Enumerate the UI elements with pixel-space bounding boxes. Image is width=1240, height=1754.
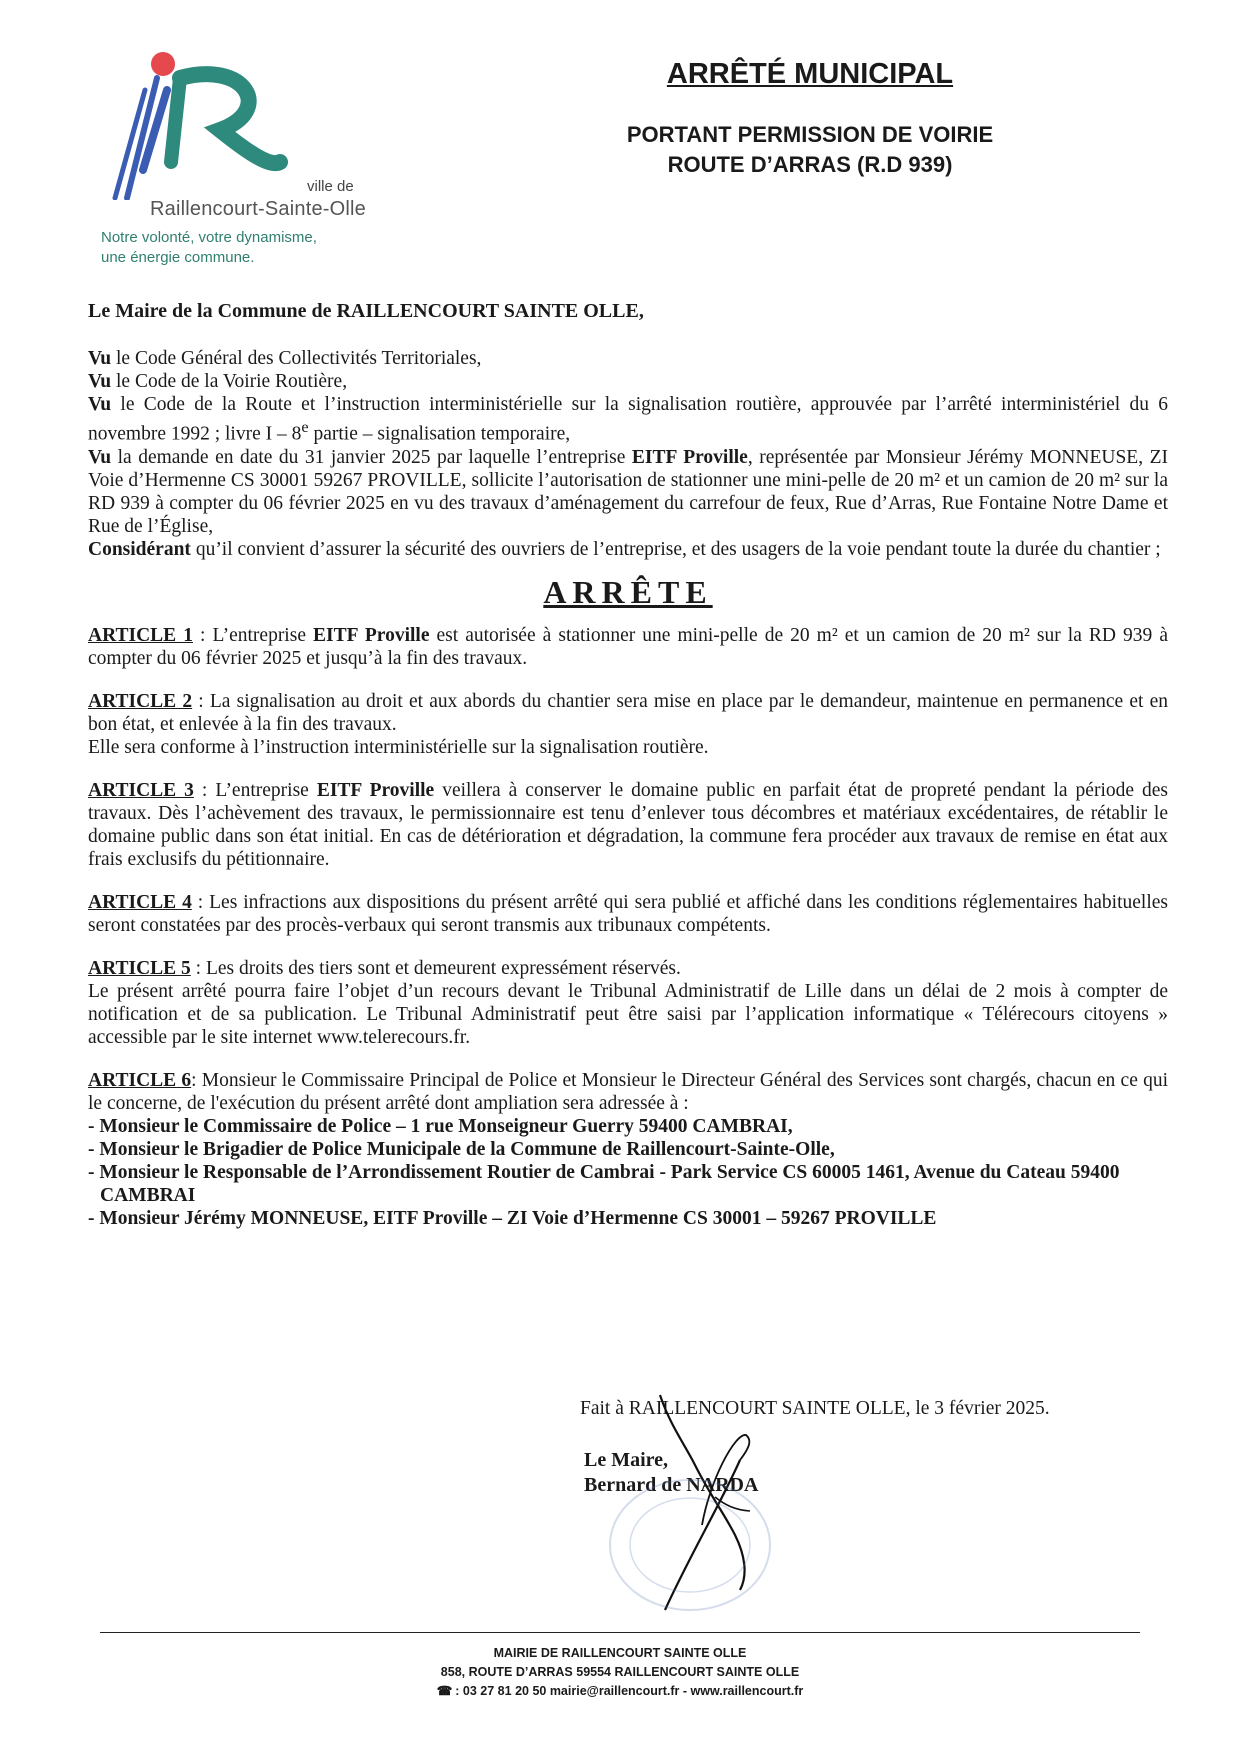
article-text: : L’entreprise (193, 779, 317, 801)
phone-icon: ☎ (436, 1684, 453, 1698)
article-text: Elle sera conforme à l’instruction interministérielle sur la signalisation routière. (88, 736, 709, 758)
place-date-line: Fait à RAILLENCOURT SAINTE OLLE, le 3 février 2025. (580, 1398, 1050, 1419)
vu-paragraph (88, 347, 1168, 370)
article-text: : La signalisation au droit et aux abords du chantier sera mise en place par le demandeur, maintenue en permanence et en bon état, et enlevée à la fin des travaux. (88, 690, 1169, 735)
recipient-item: - Monsieur Jérémy MONNEUSE, EITF Proville – ZI Voie d’Hermenne CS 30001 – 59267 PROVILLE (88, 1207, 937, 1229)
arrete-heading: ARRÊTE (543, 573, 713, 610)
vu-text: la demande en date du 31 janvier 2025 par laquelle l’entreprise (111, 446, 632, 468)
vu-text: le Code de la Voirie Routière, (111, 371, 348, 392)
article-text: : L’entreprise (192, 624, 314, 646)
mayor-line: Le Maire de la Commune de RAILLENCOURT SAINTE OLLE, (88, 300, 644, 322)
footer (100, 1644, 1140, 1701)
document-title: ARRÊTÉ MUNICIPAL (666, 58, 954, 90)
company-name: EITF Proville (631, 446, 748, 468)
subtitle-line: ROUTE D’ARRAS (R.D 939) (667, 152, 953, 177)
vu-paragraph (88, 446, 1168, 538)
article-label: ARTICLE 1 (88, 624, 193, 646)
considerant-paragraph (88, 538, 1168, 561)
article-text: : Monsieur le Commissaire Principal de Police et Monsieur le Directeur Général des Services sont chargés, chacun en ce qui le concerne, de l'exécution du présent arrêté dont ampliation sera adressée à : (88, 1069, 1168, 1114)
signatory-name: Bernard de NARDA (584, 1474, 759, 1496)
footer-contact (100, 1682, 1140, 1701)
article-text: : Les droits des tiers sont et demeurent expressément réservés. (190, 957, 681, 979)
recipient-item: - Monsieur le Commissaire de Police – 1 rue Monseigneur Guerry 59400 CAMBRAI, (88, 1115, 793, 1137)
logo-slogan-line: Notre volonté, votre dynamisme, (101, 229, 317, 246)
article-2 (88, 690, 1168, 759)
document-subtitle (560, 120, 1060, 180)
signatory-role: Le Maire, (584, 1449, 669, 1471)
article-label: ARTICLE 6 (88, 1069, 192, 1091)
vu-text: partie – signalisation temporaire, (308, 423, 571, 445)
company-name: EITF Proville (313, 624, 430, 646)
article-label: ARTICLE 2 (88, 690, 193, 712)
vu-text: le Code de la Route et l’instruction interministérielle sur la signalisation routière, approuvée par l’arrêté interministériel du 6 novembre 1992 ; livre I – 8 (88, 394, 1168, 445)
footer-line: 858, ROUTE D’ARRAS 59554 RAILLENCOURT SAINTE OLLE (440, 1665, 800, 1679)
vu-keyword: Vu (88, 394, 112, 415)
vu-paragraph (88, 393, 1168, 446)
article-6 (88, 1069, 1168, 1115)
article-text: Le présent arrêté pourra faire l’objet d’un recours devant le Tribunal Administratif de Lille dans un délai de 2 mois à compter de notification et de sa publication. Le Tribunal Administratif peut être saisi par l’application informatique « Télérecours citoyens » accessible par le site internet www.telerecours.fr. (88, 980, 1168, 1048)
subtitle-line: PORTANT PERMISSION DE VOIRIE (626, 122, 994, 147)
municipal-logo (95, 50, 385, 280)
article-4 (88, 891, 1168, 937)
article-label: ARTICLE 4 (88, 891, 192, 913)
footer-divider (100, 1632, 1140, 1633)
footer-line: MAIRIE DE RAILLENCOURT SAINTE OLLE (493, 1646, 747, 1660)
official-stamp-icon (600, 1470, 780, 1620)
considerant-text: qu’il convient d’assurer la sécurité des ouvriers de l’entreprise, et des usagers de la voie pendant toute la durée du chantier ; (190, 538, 1161, 560)
article-5 (88, 957, 1168, 1049)
logo-r-mark-icon (105, 50, 305, 200)
logo-slogan-line: une énergie commune. (101, 249, 255, 266)
article-label: ARTICLE 5 (88, 957, 191, 979)
vu-text: , représentée par Monsieur Jérémy MONNEUSE, ZI Voie d’Hermenne CS 30001 59267 PROVILLE, sollicite l’autorisation de stationner une mini-pelle de 20 m² et un camion de 20 m² sur la RD 939 à compter du 06 février 2025 en vu des travaux d’aménagement du carrefour de feux, Rue d’Arras, Rue Fontaine Notre Dame et Rue de l’Église, (88, 446, 1168, 537)
article-1 (88, 624, 1168, 670)
document-body (88, 300, 1168, 1230)
recipient-item: - Monsieur le Brigadier de Police Municipale de la Commune de Raillencourt-Sainte-Olle, (88, 1138, 835, 1160)
considerant-keyword: Considérant (88, 538, 191, 560)
vu-keyword: Vu (88, 348, 112, 369)
article-text: veillera à conserver le domaine public en parfait état de propreté pendant la période des travaux. Dès l’achèvement des travaux, le permissionnaire est tenu d’enlever tous décombres et matériaux excédentaires, de rétablir le domaine public dans son état initial. En cas de détérioration et dégradation, la commune fera procéder aux travaux de remise en état aux frais exclusifs du pétitionnaire. (88, 779, 1169, 870)
logo-ville-de: ville de (307, 178, 354, 195)
vu-keyword: Vu (88, 446, 112, 468)
logo-slogan (101, 228, 317, 268)
vu-paragraph (88, 370, 1168, 393)
vu-text: le Code Général des Collectivités Territoriales, (111, 348, 482, 369)
vu-superscript: e (301, 418, 309, 436)
article-text: est autorisée à stationner une mini-pelle de 20 m² et un camion de 20 m² sur la RD 939 à compter du 06 février 2025 et jusqu’à la fin des travaux. (88, 624, 1168, 669)
logo-town-name: Raillencourt-Sainte-Olle (150, 198, 367, 220)
article-text: : Les infractions aux dispositions du présent arrêté qui sera publié et affiché dans les conditions réglementaires habituelles seront constatées par des procès-verbaux qui seront transmis aux tribunaux compétents. (88, 891, 1168, 936)
article-label: ARTICLE 3 (88, 779, 194, 801)
article-3 (88, 779, 1168, 871)
company-name: EITF Proville (316, 779, 435, 801)
vu-keyword: Vu (88, 371, 112, 392)
footer-contact-text: : 03 27 81 20 50 mairie@raillencourt.fr - www.raillencourt.fr (455, 1684, 804, 1698)
recipient-item: - Monsieur le Responsable de l’Arrondissement Routier de Cambrai - Park Service CS 60005 1461, Avenue du Cateau 59400 CAMBRAI (88, 1161, 1120, 1206)
